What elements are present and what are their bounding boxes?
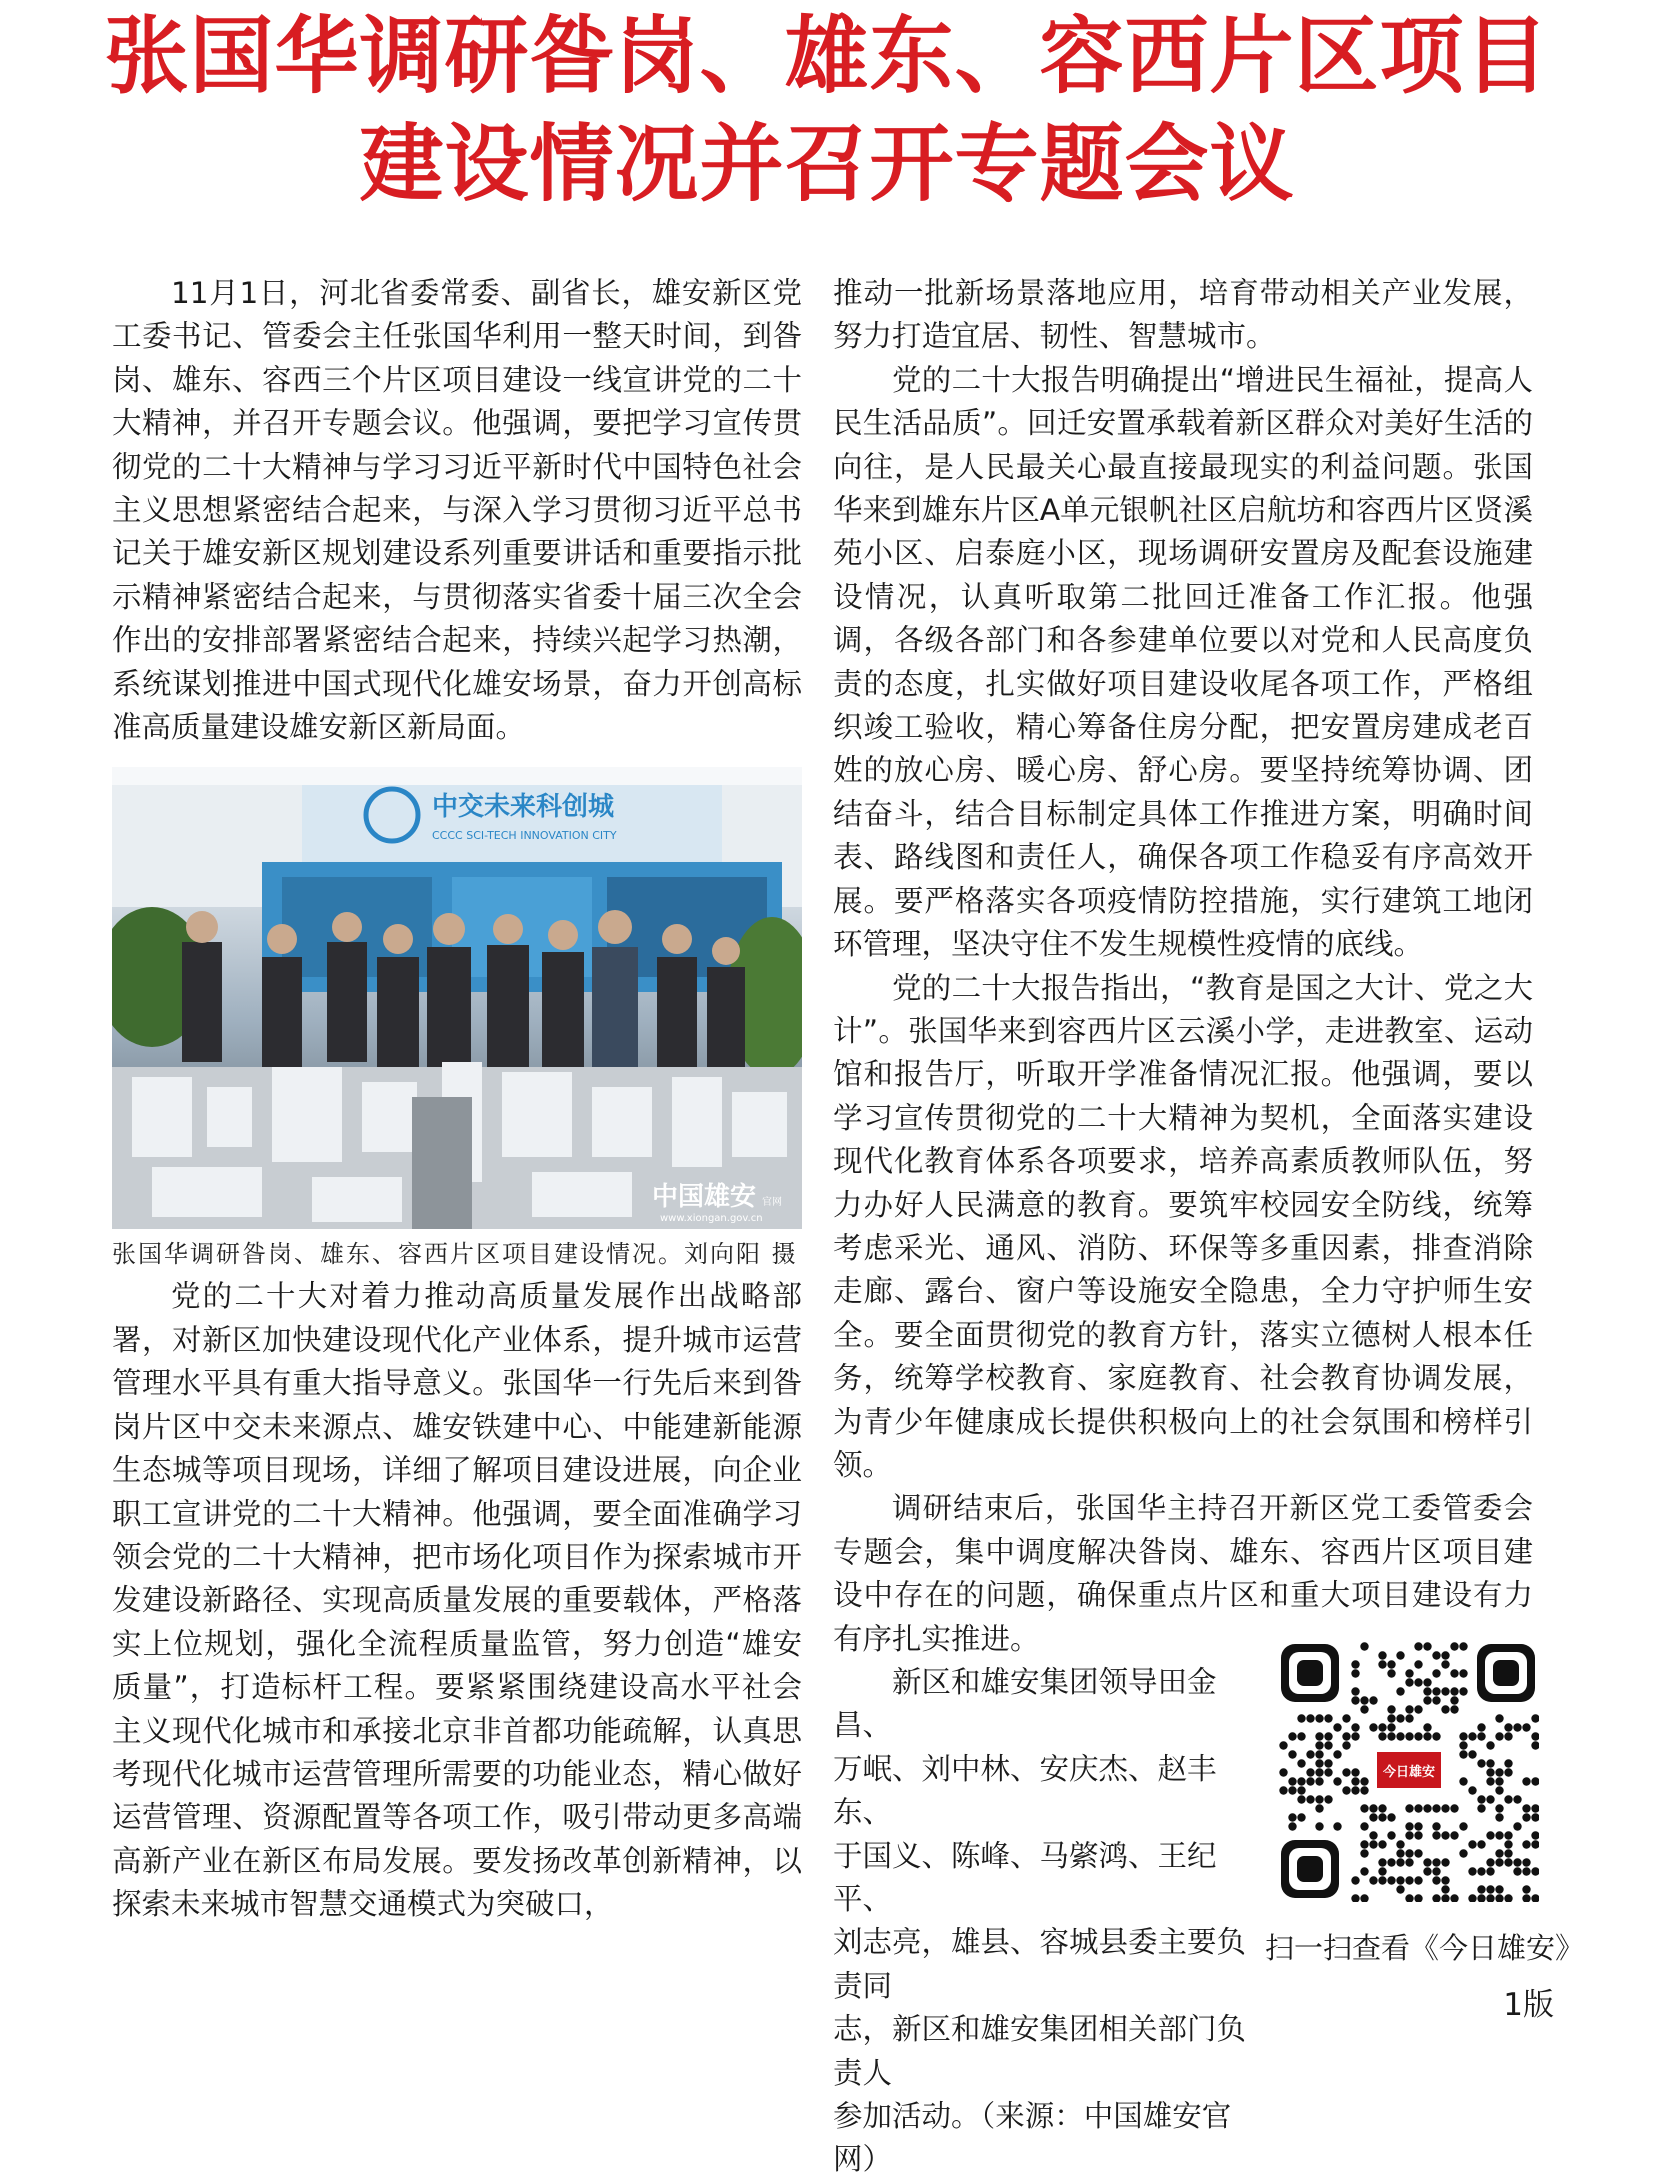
paragraph-resettlement: 党的二十大报告明确提出“增进民生福祉，提高人民生活品质”。回迁安置承载着新区群众对美好生活的向往，是人民最关心最直接最现实的利益问题。张国华来到雄东片区A单元银帆社区启航坊和容西片区贤溪苑小区、启泰庭小区，现场调研安置房及配套设施建设情况，认真听取第二批回迁准备工作汇报。他强调，各级各部门和各参建单位要以对党和人民高度负责的态度，扎实做好项目建设收尾各项工作，严格组织竣工验收，精心筹备住房分配，把安置房建成老百姓的放心房、暖心房、舒心房。要坚持统筹协调、团结奋斗，结合目标制定具体工作推进方案，明确时间表、路线图和责任人，确保各项工作稳妥有序高效开展。要严格落实各项疫情防控措施，实行建筑工地闭环管理，坚决守住不发生规模性疫情的底线。 [833, 362, 1533, 962]
qr-code[interactable] [1277, 1640, 1539, 1902]
attendees-line: 志，新区和雄安集团相关部门负责人 [833, 2012, 1247, 2090]
headline [0, 0, 1654, 218]
attendees-line: 参加活动。（来源：中国雄安官网） [833, 2099, 1232, 2177]
attendees-line: 刘志亮，雄县、容城县委主要负责同 [833, 1925, 1247, 2003]
attendees-line: 于国义、陈峰、马綮鸿、王纪平、 [833, 1838, 1217, 1917]
news-photo [112, 767, 802, 1229]
paragraph-attendees [833, 1661, 1263, 2182]
paragraph-continued: 推动一批新场景落地应用，培育带动相关产业发展，努力打造宜居、韧性、智慧城市。 [833, 276, 1533, 354]
headline-line-1: 张国华调研昝岗、雄东、容西片区项目 [104, 6, 1550, 105]
photo-watermark-url: www.xiongan.gov.cn [660, 1213, 763, 1225]
screen-title: 中交未来科创城 [432, 792, 615, 823]
screen-subtitle: CCCC SCI-TECH INNOVATION CITY [432, 829, 617, 843]
photo-watermark: 中国雄安 [652, 1182, 757, 1213]
left-column [112, 272, 802, 1927]
news-photo-illustration [112, 767, 802, 1229]
qr-caption: 扫一扫查看《今日雄安》 [1265, 1931, 1585, 1965]
paragraph-intro: 11月1日，河北省委常委、副省长，雄安新区党工委书记、管委会主任张国华利用一整天时间，到昝岗、雄东、容西三个片区项目建设一线宣讲党的二十大精神，并召开专题会议。他强调，要把学习宣传贯彻党的二十大精神与学习习近平新时代中国特色社会主义思想紧密结合起来，与深入学习贯彻习近平总书记关于雄安新区规划建设系列重要讲话和重要指示批示精神紧密结合起来，与贯彻落实省委十届三次全会作出的安排部署紧密结合起来，持续兴起学习热潮，系统谋划推进中国式现代化雄安场景，奋力开创高标准高质量建设雄安新区新局面。 [112, 276, 802, 745]
paragraph-industry: 党的二十大对着力推动高质量发展作出战略部署，对新区加快建设现代化产业体系，提升城市运营管理水平具有重大指导意义。张国华一行先后来到昝岗片区中交未来源点、雄安铁建中心、中能建新能源生态城等项目现场，详细了解项目建设进展，向企业职工宣讲党的二十大精神。他强调，要全面准确学习领会党的二十大精神，把市场化项目作为探索城市开发建设新路径、实现高质量发展的重要载体，严格落实上位规划，强化全流程质量监管，努力创造“雄安质量”，打造标杆工程。要紧紧围绕建设高水平社会主义现代化城市和承接北京非首都功能疏解，认真思考现代化城市运营管理所需要的功能业态，精心做好运营管理、资源配置等各项工作，吸引带动更多高端高新产业在新区布局发展。要发扬改革创新精神，以探索未来城市智慧交通模式为突破口， [112, 1279, 802, 1922]
qr-block [1265, 1640, 1585, 1968]
qr-center-label: 今日雄安 [1382, 1765, 1436, 1780]
paragraph-education: 党的二十大报告指出，“教育是国之大计、党之大计”。张国华来到容西片区云溪小学，走进教室、运动馆和报告厅，听取开学准备情况汇报。他强调，要以学习宣传贯彻党的二十大精神为契机，全面落实建设现代化教育体系各项要求，培养高素质教师队伍，努力办好人民满意的教育。要筑牢校园安全防线，统筹考虑采光、通风、消防、环保等多重因素，排查消除走廊、露台、窗户等设施安全隐患，全力守护师生安全。要全面贯彻党的教育方针，落实立德树人根本任务，统筹学校教育、家庭教育、社会教育协调发展，为青少年健康成长提供积极向上的社会氛围和榜样引领。 [833, 970, 1533, 1482]
photo-caption: 张国华调研昝岗、雄东、容西片区项目建设情况。刘向阳 摄 [112, 1240, 798, 1269]
headline-line-2: 建设情况并召开专题会议 [359, 114, 1295, 213]
attendees-line: 万岷、刘中林、安庆杰、赵丰东、 [833, 1751, 1217, 1830]
attendees-line: 新区和雄安集团领导田金昌、 [833, 1665, 1217, 1743]
photo-watermark-sub: 官网 [762, 1197, 782, 1209]
paragraph-meeting: 调研结束后，张国华主持召开新区党工委管委会专题会，集中调度解决昝岗、雄东、容西片区项目建设中存在的问题，确保重点片区和重大项目建设有力有序扎实推进。 [833, 1491, 1533, 1656]
page-number: 1版 [1503, 1987, 1554, 2023]
